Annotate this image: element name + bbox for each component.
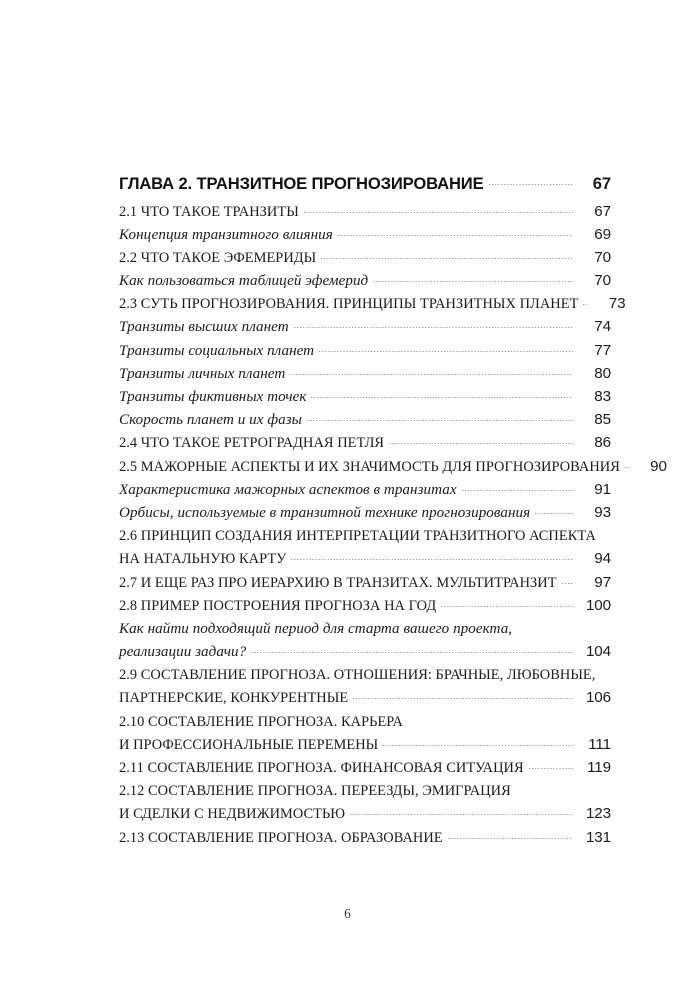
toc-entry-page-number: 80 xyxy=(594,364,611,382)
toc-entry[interactable] xyxy=(119,527,611,545)
toc-entry-page-number: 91 xyxy=(594,480,611,498)
toc-entry-label: 2.3 СУТЬ ПРОГНОЗИРОВАНИЯ. ПРИНЦИПЫ ТРАНЗИТНЫХ ПЛАНЕТ xyxy=(119,296,579,313)
dot-leader xyxy=(350,814,573,815)
dot-leader xyxy=(441,606,573,607)
toc-entry[interactable] xyxy=(119,295,626,313)
dot-leader xyxy=(319,351,573,352)
toc-entry[interactable] xyxy=(119,643,611,661)
toc-entry-list xyxy=(119,202,667,847)
toc-entry-label: Транзиты высших планет xyxy=(119,319,289,336)
toc-entry-label: 2.12 СОСТАВЛЕНИЕ ПРОГНОЗА. ПЕРЕЕЗДЫ, ЭМИГРАЦИЯ xyxy=(119,783,511,800)
toc-entry-label: И ПРОФЕССИОНАЛЬНЫЕ ПЕРЕМЕНЫ xyxy=(119,736,379,753)
toc-entry-label: Скорость планет и их фазы xyxy=(119,412,302,429)
toc-entry[interactable] xyxy=(119,226,611,244)
dot-leader xyxy=(307,420,573,421)
toc-entry[interactable] xyxy=(119,805,611,823)
toc-entry[interactable] xyxy=(119,203,611,221)
toc-entry-label: ПАРТНЕРСКИЕ, КОНКУРЕНТНЫЕ xyxy=(119,690,349,707)
toc-entry-page-number: 131 xyxy=(585,828,611,846)
dot-leader xyxy=(338,235,573,236)
dot-leader xyxy=(583,304,587,305)
toc-entry[interactable] xyxy=(119,597,611,615)
toc-entry-page-number: 104 xyxy=(585,643,611,661)
toc-entry[interactable] xyxy=(119,620,611,638)
toc-entry-page-number: 74 xyxy=(594,318,611,336)
toc-entry[interactable] xyxy=(119,782,611,800)
toc-entry-label: И СДЕЛКИ С НЕДВИЖИМОСТЬЮ xyxy=(119,806,346,823)
dot-leader xyxy=(625,467,629,468)
toc-entry-label: НА НАТАЛЬНУЮ КАРТУ xyxy=(119,551,287,568)
toc-entry-label: 2.5 МАЖОРНЫЕ АСПЕКТЫ И ИХ ЗНАЧИМОСТЬ ДЛЯ ПРОГНОЗИРОВАНИЯ xyxy=(119,458,620,475)
toc-entry-label: 2.9 СОСТАВЛЕНИЕ ПРОГНОЗА. ОТНОШЕНИЯ: БРАЧНЫЕ, ЛЮБОВНЫЕ, xyxy=(119,667,596,684)
toc-entry-label: Транзиты фиктивных точек xyxy=(119,389,307,405)
dot-leader xyxy=(373,281,573,282)
toc-entry[interactable] xyxy=(119,689,611,707)
toc-entry-label: 2.6 ПРИНЦИП СОЗДАНИЯ ИНТЕРПРЕТАЦИИ ТРАНЗИТНОГО АСПЕКТА xyxy=(119,528,596,545)
toc-entry-page-number: 73 xyxy=(608,295,626,313)
toc-entry[interactable] xyxy=(119,736,611,754)
toc-entry-page-number: 90 xyxy=(650,457,667,475)
toc-entry-label: Характеристика мажорных аспектов в транзитах xyxy=(119,481,457,498)
toc-entry-label: Как пользоваться таблицей эфемерид xyxy=(119,273,369,290)
toc-entry[interactable] xyxy=(119,434,611,452)
toc-entry-page-number: 70 xyxy=(594,272,611,290)
dot-leader xyxy=(251,652,573,653)
toc-entry-page-number: 97 xyxy=(594,573,611,591)
toc-entry-page-number: 93 xyxy=(594,503,611,521)
dot-leader xyxy=(535,513,573,514)
dot-leader xyxy=(562,583,573,584)
toc-entry-label: 2.1 ЧТО ТАКОЕ ТРАНЗИТЫ xyxy=(119,203,299,220)
toc-entry-page-number: 70 xyxy=(594,248,611,266)
dot-leader xyxy=(311,397,573,398)
toc-entry-page-number: 77 xyxy=(594,341,611,359)
toc-entry-label: 2.7 И ЕЩЕ РАЗ ПРО ИЕРАРХИЮ В ТРАНЗИТАХ. МУЛЬТИТРАНЗИТ xyxy=(119,574,557,591)
toc-entry[interactable] xyxy=(119,342,611,360)
chapter-title: ГЛАВА 2. ТРАНЗИТНОЕ ПРОГНОЗИРОВАНИЕ xyxy=(119,174,484,193)
toc-entry[interactable] xyxy=(119,365,611,383)
toc-entry[interactable] xyxy=(119,829,611,847)
toc-entry-label: 2.4 ЧТО ТАКОЕ РЕТРОГРАДНАЯ ПЕТЛЯ xyxy=(119,435,385,452)
toc-entry-label: 2.11 СОСТАВЛЕНИЕ ПРОГНОЗА. ФИНАНСОВАЯ СИТУАЦИЯ xyxy=(119,760,524,776)
chapter-page-number: 67 xyxy=(592,174,611,193)
toc-entry-page-number: 86 xyxy=(594,434,611,452)
toc-entry-page-number: 85 xyxy=(594,411,611,429)
dot-leader xyxy=(383,745,573,746)
toc-entry[interactable] xyxy=(119,411,611,429)
toc-entry[interactable] xyxy=(119,249,611,267)
dot-leader xyxy=(489,184,574,185)
dot-leader xyxy=(291,559,573,560)
toc-entry[interactable] xyxy=(119,550,611,568)
toc-entry[interactable] xyxy=(119,504,611,522)
toc-entry[interactable] xyxy=(119,759,611,777)
dot-leader xyxy=(529,768,573,769)
dot-leader xyxy=(389,443,573,444)
toc-entry-label: Транзиты личных планет xyxy=(119,365,286,382)
toc-entry-label: Как найти подходящий период для старта вашего проекта, xyxy=(119,620,513,637)
toc-entry-label: 2.8 ПРИМЕР ПОСТРОЕНИЯ ПРОГНОЗА НА ГОД xyxy=(119,597,437,614)
toc-entry-page-number: 111 xyxy=(588,735,611,753)
toc-entry[interactable] xyxy=(119,388,611,406)
toc-entry-page-number: 106 xyxy=(585,689,611,707)
toc-entry[interactable] xyxy=(119,318,611,336)
toc-entry[interactable] xyxy=(119,666,611,684)
page-folio: 6 xyxy=(344,906,351,921)
toc-entry-label: 2.13 СОСТАВЛЕНИЕ ПРОГНОЗА. ОБРАЗОВАНИЕ xyxy=(119,829,443,846)
dot-leader xyxy=(304,212,573,213)
toc-entry-label: Концепция транзитного влияния xyxy=(119,226,333,243)
toc-entry[interactable] xyxy=(119,713,611,731)
dot-leader xyxy=(294,327,573,328)
toc-entry-label: реализации задачи? xyxy=(119,644,247,661)
toc-entry-page-number: 123 xyxy=(585,805,611,823)
dot-leader xyxy=(321,258,573,259)
toc-entry-label: 2.2 ЧТО ТАКОЕ ЭФЕМЕРИДЫ xyxy=(119,249,317,266)
toc-entry-label: 2.10 СОСТАВЛЕНИЕ ПРОГНОЗА. КАРЬЕРА xyxy=(119,713,403,730)
toc-entry[interactable] xyxy=(119,574,611,592)
toc-entry-page-number: 67 xyxy=(594,202,611,220)
toc-entry[interactable] xyxy=(119,481,611,499)
toc-entry-label: Орбисы, используемые в транзитной технике прогнозирования xyxy=(119,504,531,521)
toc-entry-page-number: 83 xyxy=(594,388,611,405)
toc-entry[interactable] xyxy=(119,457,667,476)
toc-entry-page-number: 69 xyxy=(594,225,611,243)
toc-entry-label: Транзиты социальных планет xyxy=(119,342,315,359)
dot-leader xyxy=(448,838,573,839)
dot-leader xyxy=(290,374,573,375)
toc-entry[interactable] xyxy=(119,272,611,290)
toc-entry-page-number: 119 xyxy=(587,759,611,776)
dot-leader xyxy=(462,490,573,491)
toc-entry-page-number: 94 xyxy=(594,550,611,568)
toc-entry-page-number: 100 xyxy=(585,596,611,614)
table-of-contents xyxy=(119,174,667,852)
dot-leader xyxy=(353,698,573,699)
toc-chapter-heading[interactable] xyxy=(119,174,611,194)
